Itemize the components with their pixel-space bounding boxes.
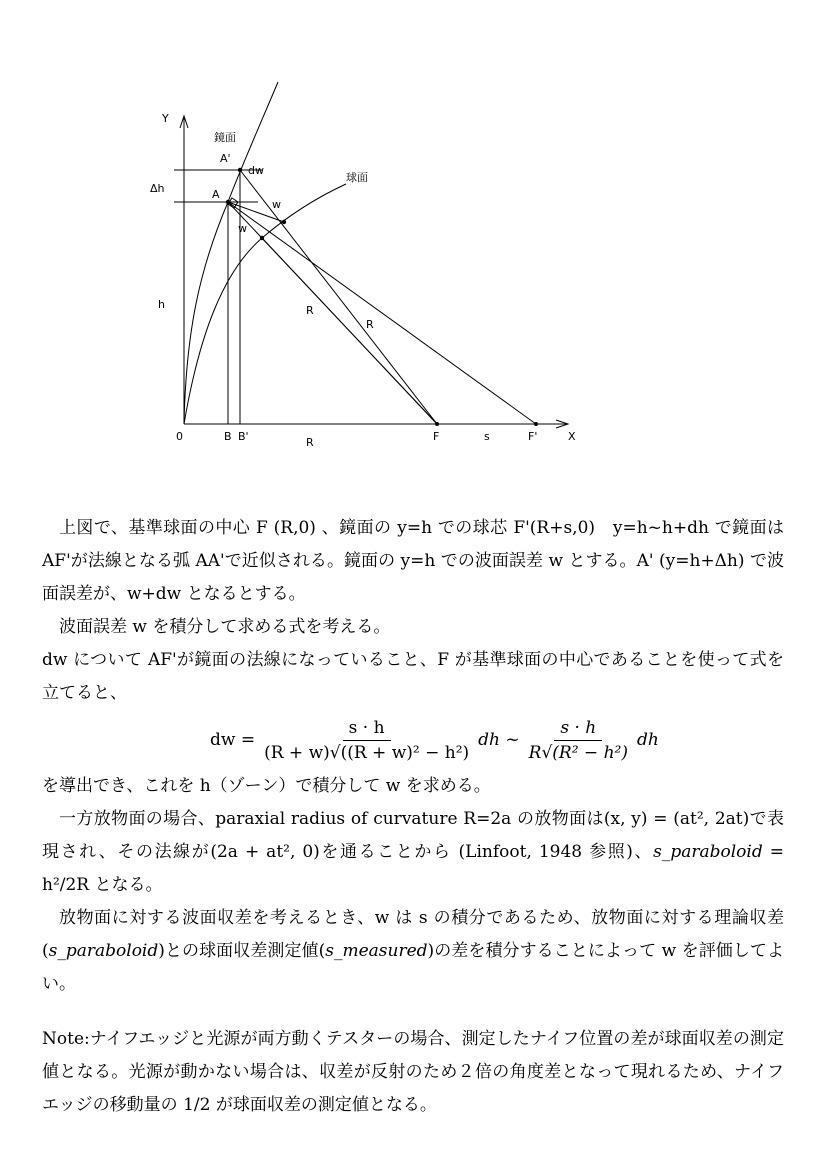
h-label: h [158, 298, 165, 311]
point-a [226, 200, 230, 204]
text-body [42, 512, 784, 1122]
paragraph-1: 上図で、基準球面の中心 F (R,0) 、鏡面の y=h での球芯 F'(R+s,0) y=h~h+dh で鏡面は AF'が法線となる弧 AA'で近似される。鏡面の y=h での波面誤差 w とする。A' (y=h+Δh) で波面誤差が、w+dw となるとする。 [42, 518, 784, 604]
r-right-label: R [366, 318, 374, 331]
paragraph-6-part-b: )との球面収差測定値( [158, 941, 326, 961]
mirror-label: 鏡面 [214, 131, 236, 144]
paragraph-6-part-c: )の差を積分することによって w を評価してよい。 [42, 941, 784, 994]
point-sphere-a [260, 236, 264, 240]
paragraph-4: を導出でき、これを h（ゾーン）で積分して w を求める。 [42, 776, 491, 796]
delta-h-label: Δh [150, 182, 165, 195]
paragraph-6-part-a: 放物面に対する波面収差を考えるとき、w は s の積分であるため、放物面に対する理論収差( [42, 908, 784, 961]
w-lower-label: w [238, 222, 247, 235]
line-sphere-to-f [262, 238, 437, 424]
f-prime-label: F' [528, 430, 538, 443]
line-a-to-f-prime [228, 202, 536, 424]
y-axis-label: Y [162, 112, 169, 125]
fraction-1 [258, 716, 475, 765]
fraction-2 [523, 716, 634, 765]
paragraph-5 [42, 803, 784, 902]
a-prime-label: A' [220, 152, 231, 165]
paragraph-3: dw について AF'が鏡面の法線になっていること、F が基準球面の中心であることを使って式を立てると、 [42, 650, 784, 703]
sphere-label: 球面 [346, 171, 368, 184]
a-label: A [212, 188, 220, 201]
s-measured-symbol: s_measured [325, 941, 428, 961]
b-prime-label: B' [238, 430, 249, 443]
point-f [435, 422, 439, 426]
paragraph-5-part-a: 一方放物面の場合、paraxial radius of curvature R=2a の放物面は(x, y) = (at², 2at)で表現され、その法線が(2a + at², 0)を通ることから (Linfoot, 1948 参照)、 [42, 809, 784, 862]
dw-label: dw [248, 164, 264, 177]
point-f-prime [534, 422, 538, 426]
point-a-prime [238, 168, 242, 172]
paragraph-5-part-b: = h²/2R となる。 [42, 842, 784, 895]
fraction-1-numerator: s · h [343, 716, 391, 741]
equation-lhs: dw = [210, 729, 256, 750]
x-axis-label: X [568, 430, 576, 443]
sphere-curve [184, 184, 346, 424]
f-label: F [433, 430, 440, 443]
equation-dh-1: dh ~ [478, 729, 520, 750]
s-label: s [484, 430, 490, 443]
equation-block [42, 710, 784, 770]
point-sphere-w [282, 220, 286, 224]
origin-label: 0 [176, 430, 183, 443]
note-paragraph: Note:ナイフエッジと光源が両方動くテスターの場合、測定したナイフ位置の差が球面収差の測定値となる。光源が動かない場合は、収差が反射のため２倍の角度差となって現れるため、ナイフエッジの移動量の 1/2 が球面収差の測定値となる。 [42, 1029, 784, 1115]
equation-dh-2: dh [636, 729, 659, 750]
r-bottom-label: R [306, 436, 314, 449]
fraction-2-denominator: R√(R² − h²) [528, 742, 628, 763]
spacer [42, 1001, 784, 1023]
fraction-1-denominator: (R + w)√((R + w)² − h²) [264, 742, 470, 763]
line-a-prime-to-f [240, 170, 437, 424]
b-label: B [224, 430, 232, 443]
w-upper-label: w [272, 198, 281, 211]
geometry-figure [0, 0, 836, 470]
fraction-2-numerator: s · h [554, 716, 602, 741]
equation-dw [210, 710, 659, 770]
s-paraboloid-symbol-2: s_paraboloid [48, 941, 159, 961]
s-paraboloid-symbol: s_paraboloid [653, 842, 763, 862]
r-upper-label: R [306, 304, 314, 317]
paragraph-2: 波面誤差 w を積分して求める式を考える。 [59, 617, 391, 637]
paragraph-6 [42, 902, 784, 1001]
